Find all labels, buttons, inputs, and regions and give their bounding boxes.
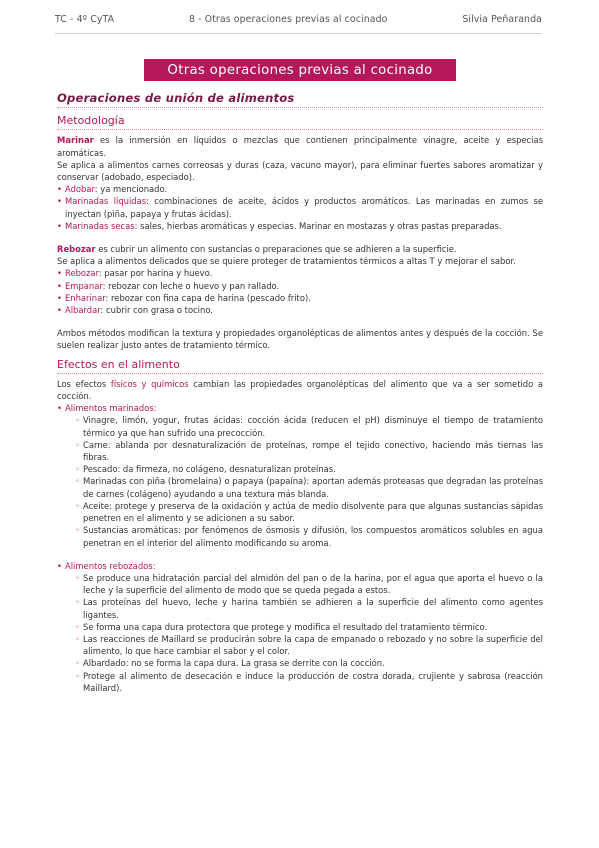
list-item: ◦ Carne: ablanda por desnaturalización de proteínas, rompe el tejido conectivo, haciendo más tiernas las fibras. bbox=[75, 439, 543, 463]
list-item: ◦ Protege al alimento de desecación e induce la producción de costra dorada, crujiente y sabrosa (reacción Maillard). bbox=[75, 670, 543, 694]
document-body bbox=[57, 92, 543, 694]
list-item: ◦ Pescado: da firmeza, no colágeno, desnaturalizan proteínas. bbox=[75, 463, 543, 475]
list-item: ◦ Aceite: protege y preserva de la oxidación y actúa de medio disolvente para que algunas sustancias sápidas penetren en el alimento y se adicionen a su sabor. bbox=[75, 500, 543, 524]
list-item: ◦ Marinadas con piña (bromelaina) o papaya (papaína): aportan además proteasas que degradan las proteínas de carnes (colágeno) ayudando a una textura más blanda. bbox=[75, 475, 543, 499]
list-item-term: Marinadas secas bbox=[65, 220, 135, 231]
list-item-text: : rebozar con fina capa de harina (pescado frito). bbox=[105, 292, 311, 303]
rebozar-definition bbox=[57, 243, 543, 255]
rebozados-section bbox=[57, 560, 543, 694]
rebozar-term: Rebozar bbox=[57, 244, 96, 255]
list-item bbox=[57, 220, 543, 232]
marinar-definition bbox=[57, 134, 543, 158]
rebozar-list bbox=[57, 267, 543, 316]
ambos-paragraph: Ambos métodos modifican la textura y propiedades organolépticas de alimentos antes y después de la cocción. Se suelen realizar justo antes de tratamiento térmico. bbox=[57, 328, 543, 351]
efectos-intro bbox=[57, 378, 543, 402]
page-title: Otras operaciones previas al cocinado bbox=[167, 62, 433, 78]
list-item bbox=[57, 195, 543, 219]
list-item-term: Marinadas líquidas bbox=[65, 196, 147, 207]
header-course: TC - 4º CyTA bbox=[55, 14, 115, 25]
list-item: ◦ Se produce una hidratación parcial del almidón del pan o de la harina, por el agua que aporta el huevo o la leche y la superficie del alimento de modo que se queda pegada a estos. bbox=[75, 572, 543, 596]
marinados-list bbox=[65, 414, 543, 548]
list-item-term: Empanar bbox=[65, 280, 103, 291]
list-item bbox=[57, 304, 543, 316]
list-item-term: Enharinar bbox=[65, 292, 106, 303]
marinados-heading-item bbox=[57, 402, 543, 548]
list-item bbox=[57, 292, 543, 304]
list-item: ◦ Albardado: no se forma la capa dura. La grasa se derrite con la cocción. bbox=[75, 657, 543, 669]
list-item-text: : ya mencionado. bbox=[94, 184, 168, 195]
rebozar-application: Se aplica a alimentos delicados que se quiere proteger de tratamientos térmicos a altas T y mejorar el sabor. bbox=[57, 256, 516, 267]
title-banner bbox=[144, 59, 456, 81]
marinar-list bbox=[57, 183, 543, 232]
list-item bbox=[57, 280, 543, 292]
subsection-heading-efectos: Efectos en el alimento bbox=[57, 359, 543, 374]
header-author: Silvia Peñaranda bbox=[462, 14, 542, 25]
rebozar-def-text: es cubrir un alimento con sustancias o preparaciones que se adhieren a la superficie. bbox=[95, 244, 457, 255]
list-item-term: Adobar bbox=[65, 184, 95, 195]
subsection-heading-metodologia: Metodología bbox=[57, 115, 543, 130]
list-item-text: : pasar por harina y huevo. bbox=[98, 268, 213, 279]
list-item-term: Rebozar bbox=[65, 268, 99, 279]
list-item: ◦ Las reacciones de Maillard se producirán sobre la capa de empanado o rebozado y no sobre la superficie del alimento, lo que hace cambiar el sabor y el color. bbox=[75, 633, 543, 657]
list-item: ◦ Vinagre, limón, yogur, frutas ácidas: cocción ácida (reducen el pH) disminuye el tiempo de tratamiento térmico ya que han sufrido una precocción. bbox=[75, 414, 543, 438]
list-item bbox=[57, 267, 543, 279]
section-heading: Operaciones de unión de alimentos bbox=[57, 92, 543, 108]
list-item: ◦ Sustancias aromáticas: por fenómenos de ósmosis y difusión, los compuestos aromáticos solubles en agua penetran en el interior del alimento modificando su aroma. bbox=[75, 524, 543, 548]
marinados-section bbox=[57, 402, 543, 548]
list-item bbox=[57, 183, 543, 195]
rebozados-label: Alimentos rebozados: bbox=[65, 560, 156, 571]
marinados-label: Alimentos marinados: bbox=[65, 403, 157, 414]
list-item-term: Albardar bbox=[65, 305, 101, 316]
rebozados-list bbox=[65, 572, 543, 694]
page-header bbox=[55, 14, 542, 25]
efectos-intro-b: cambian las propiedades organolépticas del alimento que va a ser sometido a cocción. bbox=[57, 378, 543, 402]
header-divider bbox=[55, 33, 542, 34]
list-item: ◦ Se forma una capa dura protectora que protege y modifica el resultado del tratamiento térmico. bbox=[75, 621, 543, 633]
marinar-term: Marinar bbox=[57, 135, 94, 146]
list-item-text: : sales, hierbas aromáticas y especias. Marinar en mostazas y otras pastas preparadas. bbox=[134, 220, 502, 231]
efectos-intro-term: físicos y químicos bbox=[110, 378, 189, 389]
list-item-text: : combinaciones de aceite, ácidos y productos aromáticos. Las marinadas en zumos se inyectan (piña, papaya y frutas ácidas). bbox=[65, 196, 543, 219]
list-item: ◦ Las proteínas del huevo, leche y harina también se adhieren a la superficie del alimento como agentes ligantes. bbox=[75, 596, 543, 620]
rebozados-heading-item bbox=[57, 560, 543, 694]
header-chapter: 8 - Otras operaciones previas al cocinado bbox=[188, 14, 388, 25]
efectos-intro-a: Los efectos bbox=[57, 378, 111, 389]
marinar-application: Se aplica a alimentos carnes correosas y duras (caza, vacuno mayor), para eliminar fuertes sabores aromatizar y conservar (adobado, especiado). bbox=[57, 159, 543, 183]
marinar-def-text: es la inmersión en líquidos o mezclas que contienen principalmente vinagre, aceite y especias aromáticas. bbox=[57, 135, 543, 158]
list-item-text: : cubrir con grasa o tocino. bbox=[100, 305, 213, 316]
list-item-text: : rebozar con leche o huevo y pan rallado. bbox=[102, 280, 280, 291]
